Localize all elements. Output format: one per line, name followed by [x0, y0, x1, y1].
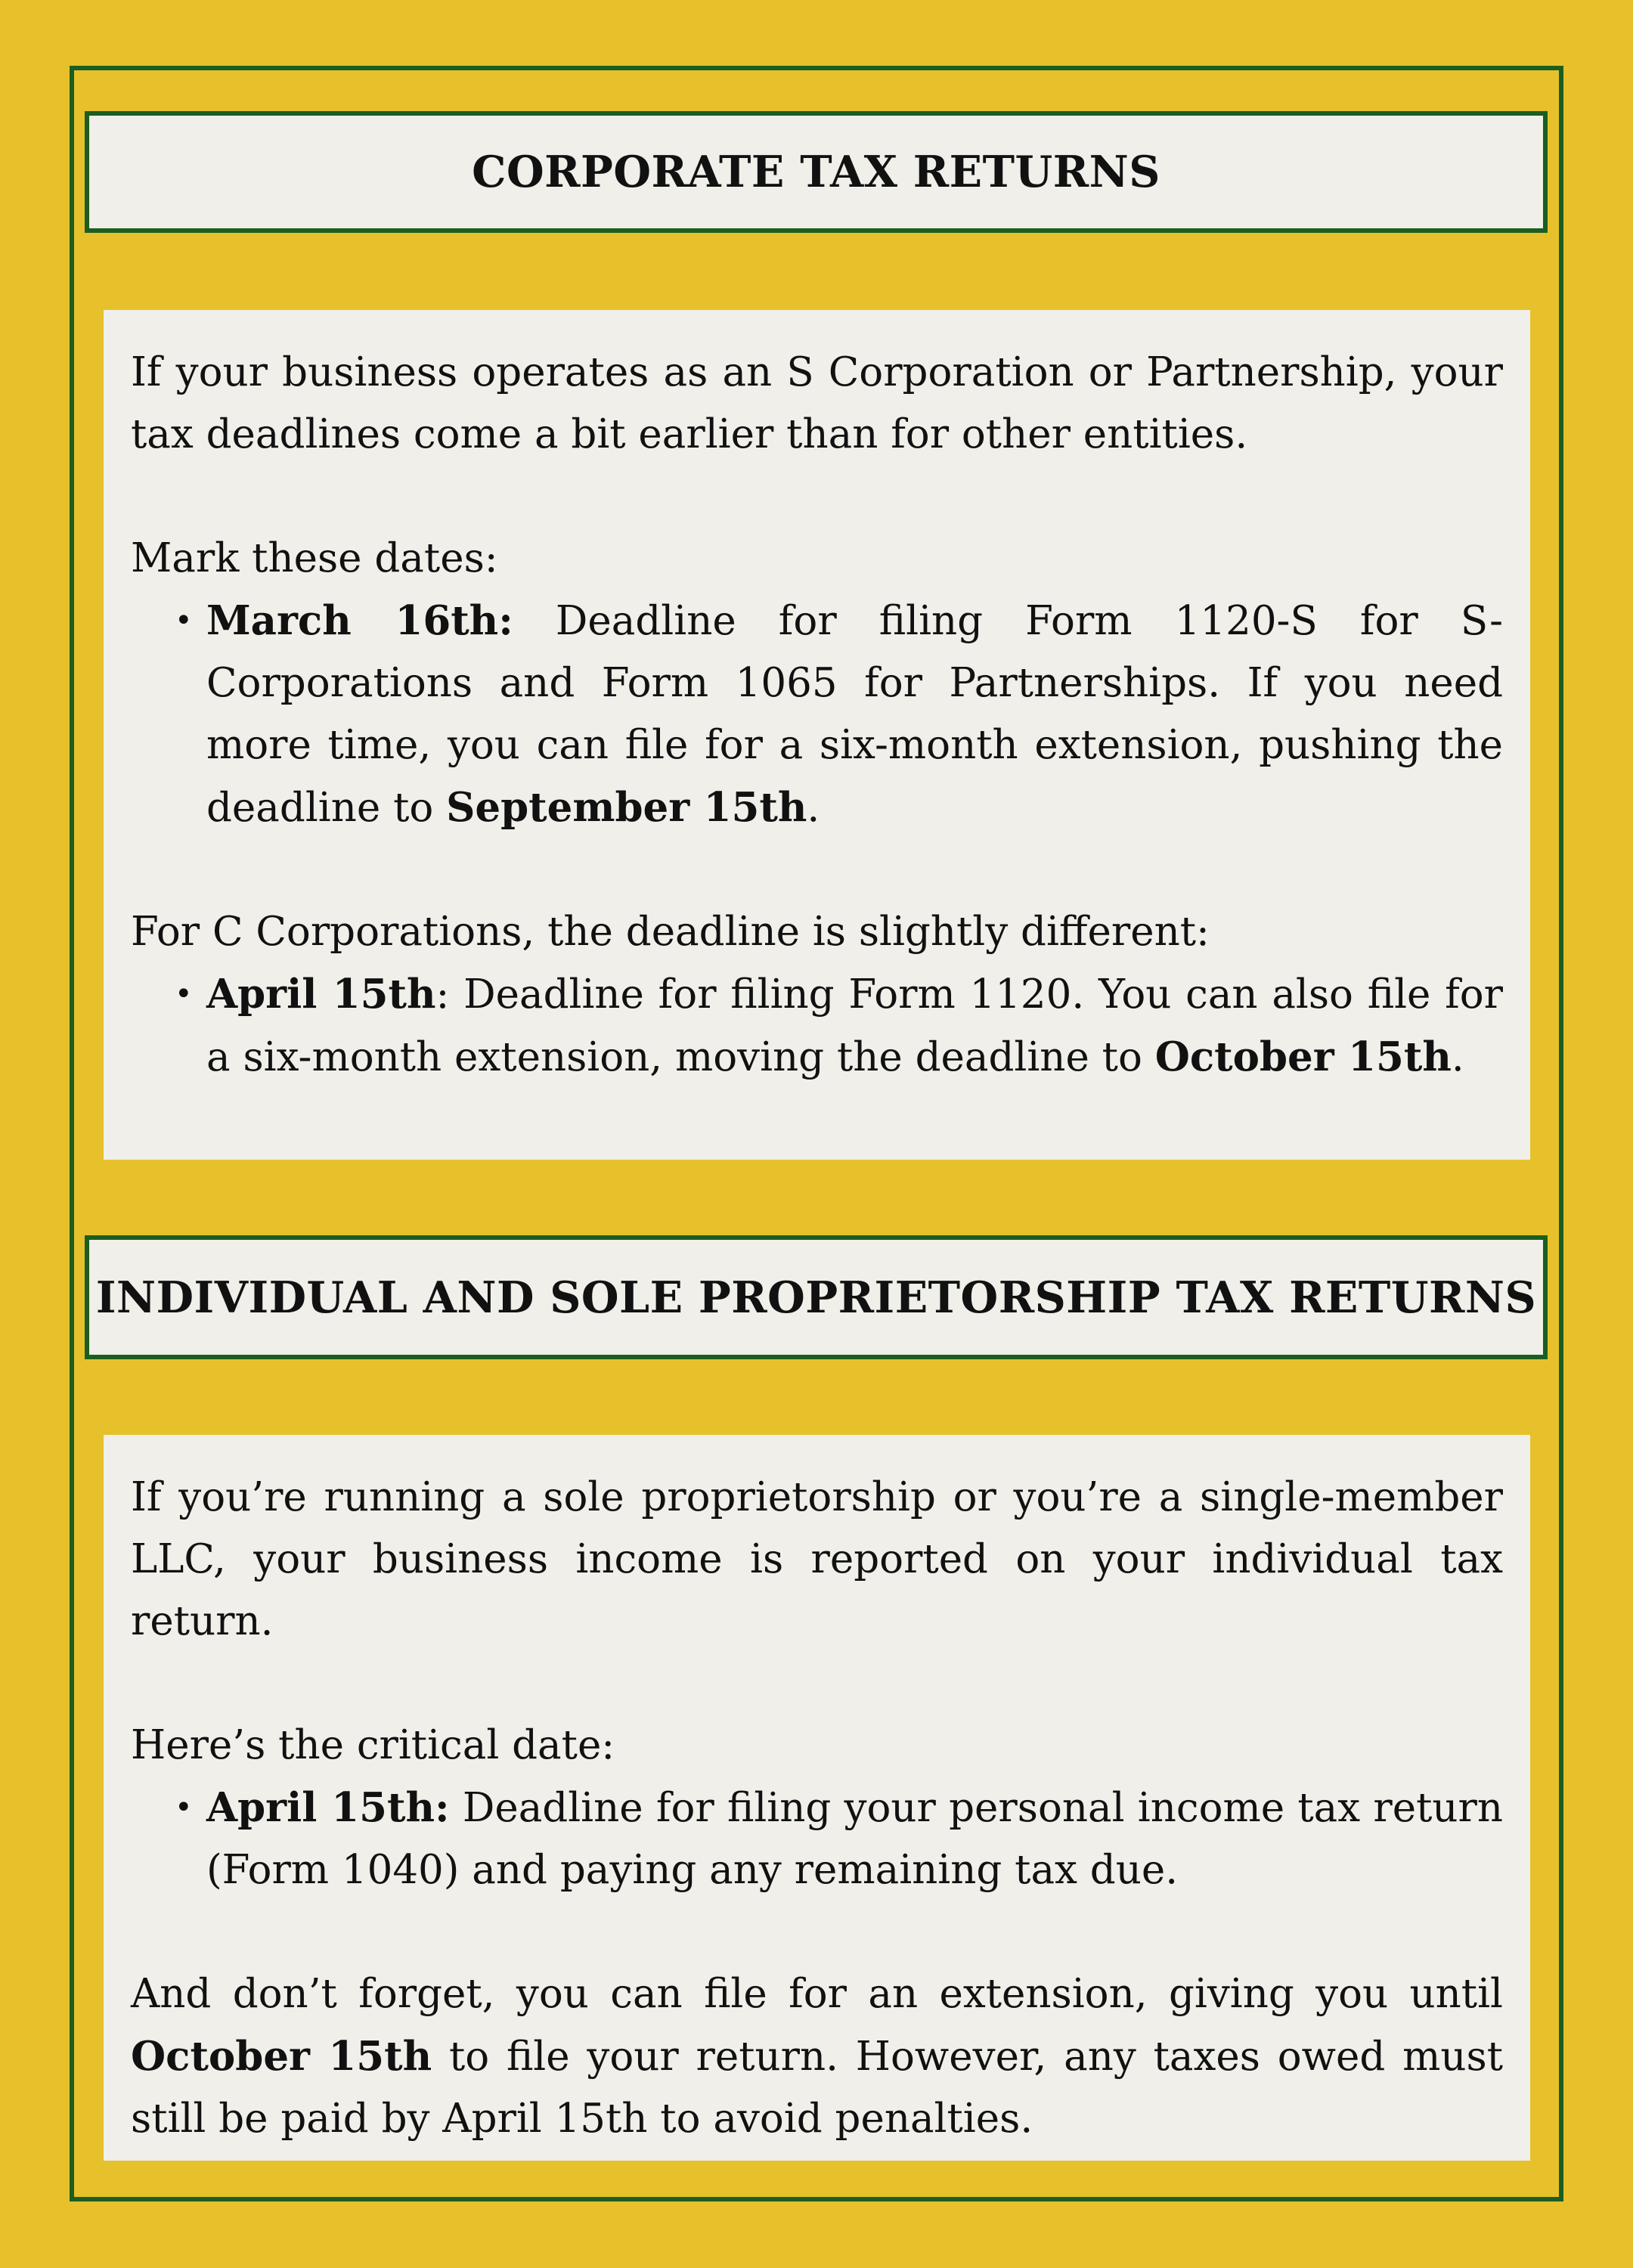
- punctuation: .: [807, 785, 820, 831]
- section-header-corporate: [85, 111, 1548, 233]
- list-item: [206, 1777, 1503, 1901]
- list-item: [206, 963, 1503, 1089]
- lead-text: Here’s the critical date:: [131, 1722, 615, 1768]
- section-title: CORPORATE TAX RETURNS: [472, 147, 1160, 197]
- deadline-list: [131, 1777, 1503, 1901]
- punctuation: .: [1451, 1034, 1464, 1080]
- section-title: INDIVIDUAL AND SOLE PROPRIETORSHIP TAX RETURNS: [95, 1272, 1537, 1323]
- deadline-date: April 15th: [206, 971, 436, 1018]
- section-body-corporate: [104, 310, 1530, 1160]
- extension-date: October 15th: [131, 2033, 432, 2080]
- lead-text: For C Corporations, the deadline is slightly different:: [131, 909, 1210, 955]
- closing-text: And don’t forget, you can file for an extension, giving you until: [131, 1971, 1503, 2017]
- list-item: [206, 590, 1503, 839]
- deadline-list: [131, 590, 1503, 839]
- section-header-individual: [85, 1235, 1548, 1359]
- deadline-date: April 15th:: [206, 1784, 450, 1831]
- extension-date: September 15th: [446, 784, 807, 831]
- intro-paragraph: If you’re running a sole proprietorship or you’re a single-member LLC, your business income is reported on your individual tax return.: [131, 1474, 1503, 1644]
- deadline-text: Deadline for filing Form 1120-S for S-Corporations and Form 1065 for Partnerships. If you need more time, you can file for a six-month extension, pushing the deadline to: [206, 598, 1503, 831]
- section-body-individual: [104, 1435, 1530, 2161]
- deadline-list: [131, 963, 1503, 1089]
- closing-paragraph: [131, 1963, 1503, 2150]
- closing-text: to file your return. However, any taxes owed must still be paid by April 15th to avoid penalties.: [131, 2034, 1503, 2142]
- extension-date: October 15th: [1154, 1033, 1452, 1080]
- deadline-text: : Deadline for filing Form 1120. You can also file for a six-month extension, moving the deadline to: [206, 971, 1504, 1080]
- intro-paragraph: If your business operates as an S Corporation or Partnership, your tax deadlines come a bit earlier than for other entities.: [131, 349, 1503, 457]
- deadline-text: Deadline for filing your personal income tax return (Form 1040) and paying any remaining tax due.: [206, 1785, 1503, 1893]
- deadline-date: March 16th:: [206, 597, 513, 644]
- lead-text: Mark these dates:: [131, 535, 498, 581]
